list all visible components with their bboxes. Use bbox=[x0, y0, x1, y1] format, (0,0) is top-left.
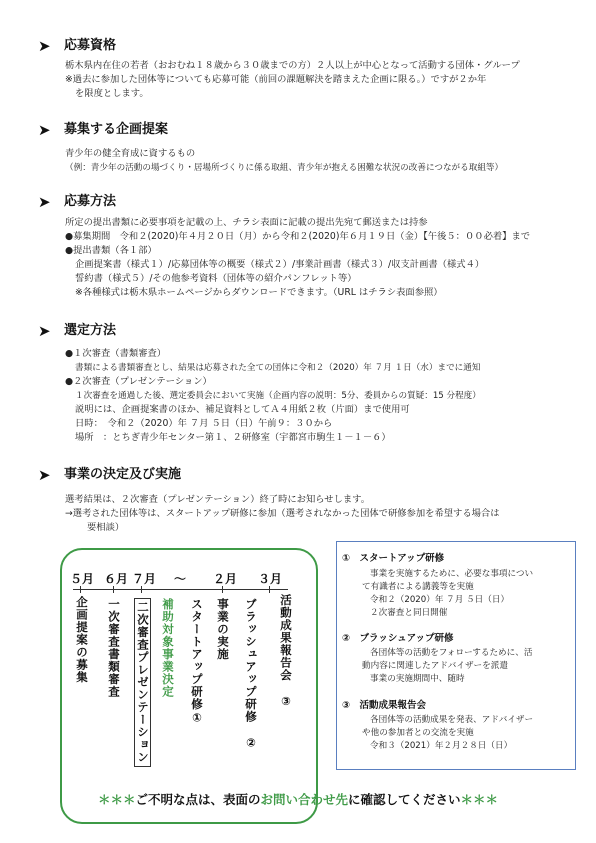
body-line: ●提出書類（各１部） bbox=[65, 245, 157, 256]
timeline-month: ５月 bbox=[70, 572, 95, 586]
arrow-bullet-icon: ➤ bbox=[38, 322, 51, 340]
body-line: 青少年の健全育成に資するもの bbox=[65, 148, 196, 159]
timeline-item-highlight: 補助対象事業決定 bbox=[161, 598, 175, 698]
body-line: 選考結果は、２次審査（プレゼンテーション）終了時にお知らせします。 bbox=[65, 494, 371, 505]
timeline-tick bbox=[80, 586, 81, 593]
timeline-item: スタートアップ研修① bbox=[190, 598, 204, 726]
stars-right: ＊＊＊ bbox=[460, 792, 499, 807]
body-line: （例：青少年の活動の場づくり・居場所づくりに係る取組、青少年が抱える困難な状況の改善につながる取組等） bbox=[65, 163, 504, 173]
section-qualification bbox=[38, 37, 578, 101]
timeline-item: 二次審査プレゼンテーション bbox=[134, 598, 151, 767]
notice-text-pre: ご不明な点は、表面の bbox=[135, 792, 261, 807]
arrow-bullet-icon: ➤ bbox=[38, 193, 51, 211]
timeline-month: 〜 bbox=[174, 572, 187, 586]
section-title: 募集する企画提案 bbox=[64, 122, 169, 137]
panel-line: 動内容に関連したアドバイザーを派遣 bbox=[362, 661, 508, 671]
panel-title: ③ 活動成果報告会 bbox=[342, 700, 427, 711]
section-title: 応募資格 bbox=[64, 38, 117, 53]
arrow-bullet-icon: ➤ bbox=[38, 121, 51, 139]
body-line: →選考された団体等は、スタートアップ研修に参加（選考されなかった団体で研修参加を希望する場合は bbox=[65, 508, 500, 519]
body-line: ※過去に参加した団体等についても応募可能（前回の課題解決を踏まえた企画に限る。）ですが２か年 bbox=[65, 74, 487, 85]
section-application bbox=[38, 193, 578, 300]
body-line: 誓約書（様式５）/その他参考資料（団体等の紹介パンフレット等） bbox=[75, 273, 357, 284]
timeline-month: ２月 bbox=[213, 572, 238, 586]
panel-title: ② ブラッシュアップ研修 bbox=[342, 633, 454, 644]
timeline-tick bbox=[269, 586, 270, 593]
section-proposal bbox=[38, 121, 578, 175]
timeline-item: ブラッシュアップ研修 ② bbox=[244, 598, 258, 751]
panel-title: ① スタートアップ研修 bbox=[342, 553, 445, 564]
timeline-axis bbox=[73, 589, 288, 590]
section-title: 応募方法 bbox=[64, 194, 117, 209]
contact-notice bbox=[0, 790, 596, 808]
body-line: ●２次審査（プレゼンテーション） bbox=[65, 376, 212, 387]
notice-text-post: に確認してください bbox=[348, 792, 461, 807]
timeline-item: 事業の実施 bbox=[216, 598, 230, 661]
timeline-tick bbox=[222, 586, 223, 593]
timeline-month: ７月 bbox=[132, 572, 157, 586]
timeline-month: ６月 bbox=[104, 572, 129, 586]
section-selection bbox=[38, 322, 578, 445]
panel-line: 各団体等の活動をフォローするために、活 bbox=[370, 648, 533, 658]
body-line: 説明には、企画提案書のほか、補足資料としてＡ４用紙２枚（片面）まで使用可 bbox=[75, 404, 410, 415]
section-title: 事業の決定及び実施 bbox=[64, 467, 182, 482]
timeline-item: 一次審査書類審査 bbox=[107, 598, 121, 698]
body-line: 書類による書類審査とし、結果は応募された全ての団体に令和２（2020）年 ７月 １日（水）までに通知 bbox=[75, 363, 481, 373]
body-line: １次審査を通過した後、選定委員会において実施（企画内容の説明：5分、委員からの質疑：15 分程度） bbox=[75, 391, 481, 401]
section-title: 選定方法 bbox=[64, 323, 117, 338]
section-decision bbox=[38, 466, 578, 535]
panel-line: 各団体等の活動成果を発表、アドバイザー bbox=[370, 715, 534, 725]
body-line: 要相談） bbox=[87, 522, 125, 533]
panel-line: ２次審査と同日開催 bbox=[370, 608, 448, 618]
panel-line: 令和２（2020）年 ７月 ５日（日） bbox=[370, 595, 510, 605]
panel-line: て有識者による講義等を実施 bbox=[362, 582, 474, 592]
timeline-item: 活動成果報告会 ③ bbox=[279, 594, 293, 709]
body-line: を限度とします。 bbox=[75, 88, 149, 99]
panel-line: 令和３（2021）年２月２８日（日） bbox=[370, 741, 513, 751]
body-line: ※各種様式は栃木県ホームページからダウンロードできます。（URL はチラシ表面参照） bbox=[75, 287, 443, 298]
stars-left: ＊＊＊ bbox=[97, 792, 136, 807]
timeline-item: 企画提案の募集 bbox=[75, 596, 89, 684]
panel-line: や他の参加者との交流を実施 bbox=[362, 728, 474, 738]
body-line: 栃木県内在住の若者（おおむね１８歳から３０歳までの方）２人以上が中心となって活動する団体・グループ bbox=[65, 60, 520, 71]
arrow-bullet-icon: ➤ bbox=[38, 466, 51, 484]
timeline-tick bbox=[141, 586, 142, 593]
body-line: 場所 ：とちぎ青少年センター第１、２研修室（宇都宮市駒生１－１－６） bbox=[75, 432, 391, 443]
body-line: 日時： 令和２（2020）年 ７月 ５日（日）午前９：３０から bbox=[75, 418, 333, 429]
panel-line: 事業の実施期間中、随時 bbox=[370, 674, 465, 684]
arrow-bullet-icon: ➤ bbox=[38, 37, 51, 55]
body-line: 企画提案書（様式１）/応募団体等の概要（様式２）/事業計画書（様式３）/収支計画書（様式４） bbox=[75, 259, 485, 270]
panel-line: 事業を実施するために、必要な事項につい bbox=[370, 569, 534, 579]
contact-highlight: お問い合わせ先 bbox=[260, 792, 348, 807]
body-line: ●募集期間 令和２(2020)年４月２０日（月）から令和２(2020)年６月１９日（金）【午後５：００必着】まで bbox=[65, 231, 531, 242]
timeline-month: ３月 bbox=[258, 572, 283, 586]
timeline-tick bbox=[113, 586, 114, 593]
body-line: 所定の提出書類に必要事項を記載の上、チラシ表面に記載の提出先宛て郵送または持参 bbox=[65, 217, 428, 228]
body-line: ●１次審査（書類審査） bbox=[65, 348, 167, 359]
